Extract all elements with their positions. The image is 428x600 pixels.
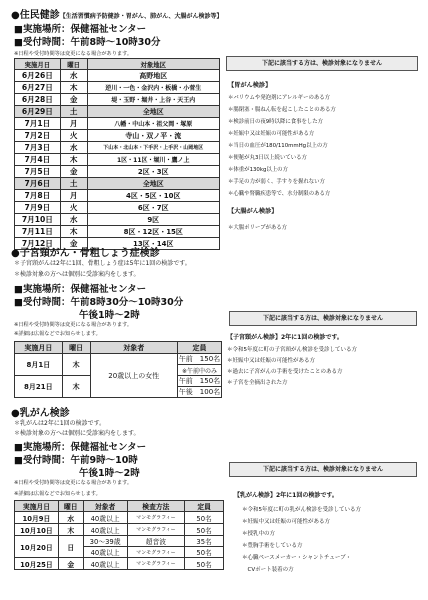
table-row: [15, 130, 220, 142]
list-item: ＊妊娠中又は妊娠の可能性がある方: [228, 131, 315, 137]
date-cell: 8月21日: [15, 376, 63, 398]
capacity-cell: 50名: [185, 512, 224, 524]
date-cell: 6月28日: [15, 94, 61, 106]
list-item: ＊大腸ポリープがある方: [228, 225, 288, 231]
place-line: ■実施場所：保健福祉センター: [14, 24, 147, 35]
area-cell: 2区・3区: [87, 166, 219, 178]
day-cell: 水: [60, 214, 87, 226]
date-cell: 8月1日: [15, 354, 63, 376]
table-row: [15, 512, 224, 524]
breast-schedule-table: [14, 500, 224, 570]
day-cell: 木: [62, 354, 90, 376]
table-row: [15, 70, 220, 82]
list-item: ＊豊胸手術をしている方: [242, 543, 303, 549]
target-cell: 40歳以上: [83, 524, 127, 536]
list-item: CVポート装着の方: [242, 567, 294, 573]
table-row: [15, 536, 224, 547]
list-item: ＊令和5年度に町の子宮頸がん検診を受診している方: [227, 347, 358, 353]
method-cell: 超音波: [127, 536, 185, 547]
method-cell: マンモグラフィー: [127, 512, 185, 524]
table-row: [15, 82, 220, 94]
method-cell: マンモグラフィー: [127, 558, 185, 570]
table-row: [15, 118, 220, 130]
time-line: ■受付時間：午前8時～10時30分: [14, 37, 161, 48]
section-title-health-checkup: ●住民健診【生活習慣病予防健診・胃がん、肺がん、大腸がん検診等】: [11, 10, 223, 21]
target-cell: 40歳以上: [83, 558, 127, 570]
col-header-date: 実施月日: [15, 501, 59, 512]
list-item: ＊過去に子宮がんの手術を受けたことのある方: [227, 369, 343, 375]
list-item: ＊心臓や腎臓疾患等で、水分制限のある方: [228, 191, 331, 197]
section-title-breast: ●乳がん検診: [11, 408, 70, 419]
col-header-area: 対象地区: [87, 59, 219, 70]
day-cell: 木: [58, 524, 83, 536]
schedule-note: ※日程や受付時間等は変更になる場合があります。: [14, 51, 133, 57]
date-cell: 10月25日: [15, 558, 59, 570]
info-line: ＊検診対象の方へは個別に受診案内をします。: [14, 271, 140, 278]
place-line: ■実施場所：保健福祉センター: [14, 442, 147, 453]
table-row: [15, 190, 220, 202]
place-line: ■実施場所：保健福祉センター: [14, 284, 147, 295]
exclusion-title: 下記に該当する方は、検診対象になりません: [226, 56, 418, 71]
time-line-pm: 午後1時～2時: [79, 468, 140, 479]
day-cell: 月: [60, 118, 87, 130]
col-header-target: 対象者: [90, 342, 177, 354]
detail-note: ※詳細は広報などでお知らせします。: [14, 331, 101, 337]
table-row: [15, 94, 220, 106]
area-cell: 堤・玉野・堀井・上谷・天王内: [87, 94, 219, 106]
area-cell: 寺山・双ノ平・流: [87, 130, 219, 142]
list-item: ＊授乳中の方: [242, 531, 276, 537]
list-item: ＊バリウムや発泡剤にアレルギーのある方: [228, 95, 331, 101]
area-cell: 13区・14区: [87, 238, 219, 250]
box-heading: 【乳がん検診】2年に1回の検診です。: [234, 492, 338, 499]
time-line: ■受付時間：午前9時～10時: [14, 455, 138, 466]
list-item: ＊心臓ペースメーカー・シャントチューブ・: [242, 555, 352, 561]
list-item: ＊妊娠中又は妊娠の可能性がある方: [227, 358, 316, 364]
day-cell: 水: [60, 142, 87, 154]
schedule-note: ※日程や受付時間等は変更になる場合があります。: [14, 480, 133, 486]
list-item: ＊体重が130kg以上の方: [228, 167, 288, 173]
col-header-method: 検査方法: [127, 501, 185, 512]
method-cell: マンモグラフィー: [127, 547, 185, 558]
time-line: ■受付時間：午前8時30分～10時30分: [14, 297, 184, 308]
area-cell: 1区・11区・堀川・鷹ノ上: [87, 154, 219, 166]
exclusion-list-stomach: [228, 80, 418, 234]
list-item: ＊便秘が丸3日以上続いている方: [228, 155, 307, 161]
method-cell: マンモグラフィー: [127, 524, 185, 536]
date-cell: 7月8日: [15, 190, 61, 202]
detail-note: ※詳細は広報などでお知らせします。: [14, 491, 101, 497]
exclusion-box-breast: [234, 490, 418, 576]
date-cell: 7月6日: [15, 178, 61, 190]
table-row: [15, 142, 220, 154]
capacity-am: 午前 150名: [178, 377, 221, 385]
date-cell: 7月3日: [15, 142, 61, 154]
table-row: [15, 154, 220, 166]
day-cell: 水: [58, 512, 83, 524]
day-cell: 土: [60, 106, 87, 118]
area-cell: 全地区: [87, 106, 219, 118]
info-line: ＊乳がんは2年に1回の検診です。: [14, 420, 106, 427]
day-cell: 木: [60, 154, 87, 166]
day-cell: 日: [58, 536, 83, 558]
area-cell: 八幡・中山本・祖父岡・塚原: [87, 118, 219, 130]
list-item: ＊検診前日の夜9時以降に食事をした方: [228, 119, 324, 125]
day-cell: 金: [58, 558, 83, 570]
day-cell: 火: [60, 202, 87, 214]
info-line: ＊検診対象の方へは個別に受診案内をします。: [14, 430, 140, 437]
col-header-day: 曜日: [60, 59, 87, 70]
day-cell: 金: [60, 166, 87, 178]
day-cell: 木: [62, 376, 90, 398]
date-cell: 7月9日: [15, 202, 61, 214]
table-row: [15, 226, 220, 238]
capacity-pm: ※午前中のみ: [177, 365, 221, 376]
list-item: ＊妊娠中又は妊娠の可能性がある方: [242, 519, 331, 525]
col-header-date: 実施月日: [15, 342, 63, 354]
exclusion-title: 下記に該当する方は、検診対象になりません: [229, 311, 417, 326]
capacity-am: 午前 150名: [178, 355, 221, 363]
capacity-cell: 50名: [185, 547, 224, 558]
table-row: [15, 106, 220, 118]
list-item: ＊手足の力が弱く、手すりを握れない方: [228, 179, 325, 185]
section-subtitle: 【生活習慣病予防健診・胃がん、肺がん、大腸がん検診等】: [59, 13, 223, 20]
col-header-day: 曜日: [58, 501, 83, 512]
date-cell: 7月2日: [15, 130, 61, 142]
colon-heading: 【大腸がん検診】: [228, 208, 278, 215]
area-cell: 9区: [87, 214, 219, 226]
col-header-date: 実施月日: [15, 59, 61, 70]
area-cell: 逆川・一色・金沢内・板橋・小菅生: [87, 82, 219, 94]
target-cell: 40歳以上: [83, 547, 127, 558]
capacity-cell: 35名: [185, 536, 224, 547]
time-line-pm: 午後1時～2時: [79, 310, 140, 321]
cervical-schedule-table: [14, 341, 222, 398]
list-item: ＊腸閉塞・腸ねん転を起こしたことのある方: [228, 107, 336, 113]
table-row: [15, 524, 224, 536]
list-item: ＊当日の血圧が180/110mmHg以上の方: [228, 143, 328, 149]
day-cell: 火: [60, 130, 87, 142]
date-cell: 7月5日: [15, 166, 61, 178]
area-cell: 6区・7区: [87, 202, 219, 214]
capacity-cell: 50名: [185, 524, 224, 536]
day-cell: 木: [60, 82, 87, 94]
area-cell: 下山本・北山本・下手沢・上手沢・山岡地区: [87, 142, 219, 154]
checkup-schedule-table: [14, 58, 220, 250]
exclusion-title: 下記に該当する方は、検診対象になりません: [229, 462, 417, 477]
date-cell: 6月27日: [15, 82, 61, 94]
col-header-capacity: 定員: [177, 342, 221, 354]
table-row: [15, 202, 220, 214]
date-cell: 7月11日: [15, 226, 61, 238]
target-cell: 20歳以上の女性: [90, 354, 177, 398]
area-cell: 全地区: [87, 178, 219, 190]
day-cell: 金: [60, 94, 87, 106]
date-cell: 7月12日: [15, 238, 61, 250]
date-cell: 10月20日: [15, 536, 59, 558]
schedule-note: ※日程や受付時間等は変更になる場合があります。: [14, 322, 133, 328]
exclusion-box-cervical: [227, 332, 417, 389]
day-cell: 水: [60, 70, 87, 82]
date-cell: 7月10日: [15, 214, 61, 226]
day-cell: 月: [60, 190, 87, 202]
table-row: [15, 214, 220, 226]
info-line: ＊子宮頸がんは2年に1回、骨粗しょう症は5年に1回の検診です。: [14, 260, 191, 267]
col-header-target: 対象者: [83, 501, 127, 512]
section-title-cervical: ●子宮頸がん・骨粗しょう症検診: [11, 248, 160, 259]
col-header-capacity: 定員: [185, 501, 224, 512]
date-cell: 6月29日: [15, 106, 61, 118]
date-cell: 7月1日: [15, 118, 61, 130]
day-cell: 金: [60, 238, 87, 250]
list-item: ＊子宮を全摘出された方: [227, 380, 288, 386]
date-cell: 6月26日: [15, 70, 61, 82]
table-row: [15, 178, 220, 190]
table-row: [15, 354, 222, 365]
target-cell: 40歳以上: [83, 512, 127, 524]
col-header-day: 曜日: [62, 342, 90, 354]
area-cell: 高野地区: [87, 70, 219, 82]
box-heading: 【子宮頸がん検診】2年に1回の検診です。: [227, 334, 343, 341]
table-row: [15, 558, 224, 570]
date-cell: 7月4日: [15, 154, 61, 166]
area-cell: 4区・5区・10区: [87, 190, 219, 202]
target-cell: 30～39歳: [83, 536, 127, 547]
day-cell: 木: [60, 226, 87, 238]
day-cell: 土: [60, 178, 87, 190]
capacity-cell: 50名: [185, 558, 224, 570]
capacity-pm: 午後 100名: [178, 388, 221, 396]
date-cell: 10月9日: [15, 512, 59, 524]
date-cell: 10月10日: [15, 524, 59, 536]
list-item: ＊令和5年度に町の乳がん検診を受診している方: [242, 507, 362, 513]
stomach-heading: 【胃がん検診】: [228, 82, 272, 89]
area-cell: 8区・12区・15区: [87, 226, 219, 238]
table-row: [15, 166, 220, 178]
